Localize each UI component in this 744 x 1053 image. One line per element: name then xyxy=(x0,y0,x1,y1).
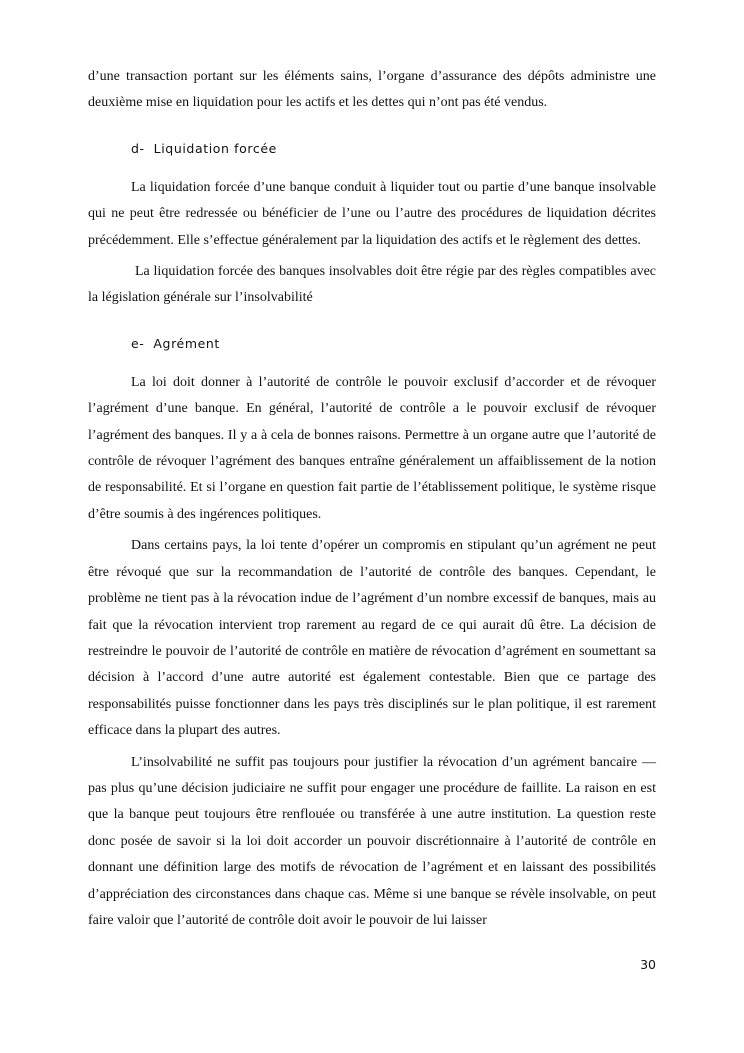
section-title: Agrément xyxy=(153,335,220,351)
paragraph: L’insolvabilité ne suffit pas toujours pour justifier la révocation d’un agrément bancaire — pas plus qu’une décision judiciaire ne suffit pour engager une procédure de faillite. La raison en est que la banque peut toujours être renflouée ou transférée à une autre institution. La question reste donc posée de savoir si la loi doit accorder un pouvoir discrétionnaire à l’autorité de contrôle en donnant une définition large des motifs de révocation de l’agrément et en laissant des possibilités d’appréciation des circonstances dans chaque cas. Même si une banque se révèle insolvable, on peut faire valoir que l’autorité de contrôle doit avoir le pouvoir de lui laisser xyxy=(88,754,656,928)
paragraph: La loi doit donner à l’autorité de contrôle le pouvoir exclusif d’accorder et de révoquer l’agrément d’une banque. En général, l’autorité de contrôle a le pouvoir exclusif de révoquer l’agrément des banques. Il y a à cela de bonnes raisons. Permettre à un organe autre que l’autorité de contrôle de révoquer l’agrément des banques entraîne généralement un affaiblissement de la notion de responsabilité. Et si l’organe en question fait partie de l’établissement politique, le système risque d’être soumis à des ingérences politiques. xyxy=(88,374,656,522)
body-text xyxy=(88,64,656,939)
opening-paragraph: d’une transaction portant sur les éléments sains, l’organe d’assurance des dépôts administre une deuxième mise en liquidation pour les actifs et les dettes qui n’ont pas été vendus. xyxy=(88,69,656,111)
section-number: e- xyxy=(131,335,145,351)
paragraph: Dans certains pays, la loi tente d’opérer un compromis en stipulant qu’un agrément ne peut être révoqué que sur la recommandation de l’autorité de contrôle des banques. Cependant, le problème ne tient pas à la révocation indue de l’agrément d’un nombre excessif de banques, mais au fait que la révocation intervient trop rarement au regard de ce qui aurait dû être. La décision de restreindre le pouvoir de l’autorité de contrôle en matière de révocation d’agrément en soumettant sa décision à l’accord d’une autre autorité est également contestable. Bien que ce partage des responsabilités puisse fonctionner dans les pays très disciplinés sur le plan politique, il est rarement efficace dans la plupart des autres. xyxy=(88,538,656,739)
page-number: 30 xyxy=(640,957,656,972)
section-title: Liquidation forcée xyxy=(153,140,277,156)
section-heading-liquidation-forcee xyxy=(88,139,656,159)
section-number: d- xyxy=(131,140,145,156)
paragraph: La liquidation forcée des banques insolvables doit être régie par des règles compatibles avec la législation générale sur l’insolvabilité xyxy=(88,264,656,306)
section-heading-agrement xyxy=(88,334,656,354)
paragraph: La liquidation forcée d’une banque conduit à liquider tout ou partie d’une banque insolvable qui ne peut être redressée ou bénéficier de l’une ou l’autre des procédures de liquidation décrites précédemment. Elle s’effectue généralement par la liquidation des actifs et le règlement des dettes. xyxy=(88,179,656,248)
